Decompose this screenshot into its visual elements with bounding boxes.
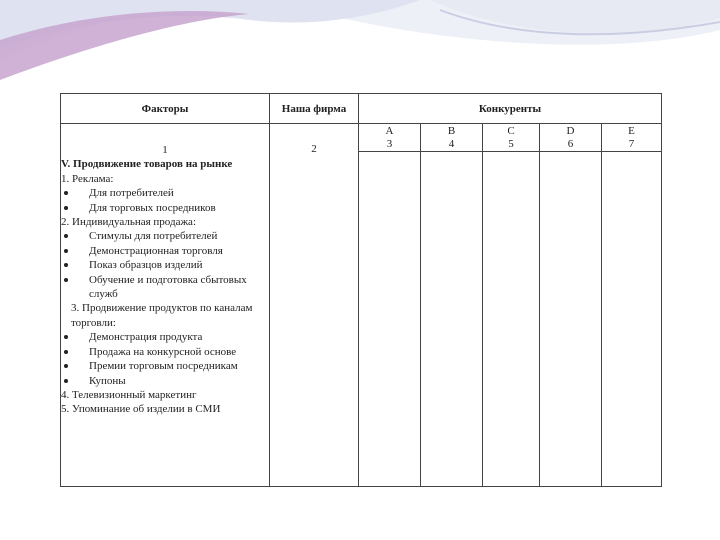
list-item: 1. Реклама:	[61, 172, 114, 185]
header-our-firm: Наша фирма	[270, 94, 359, 124]
list-item: Для торговых посредников	[61, 201, 269, 215]
competitor-c-cell	[483, 124, 540, 152]
header-factors: Факторы	[61, 94, 270, 124]
list-item: 2. Индивидуальная продажа:	[61, 216, 196, 229]
empty-cell	[540, 152, 602, 487]
list-item: Купоны	[61, 374, 269, 388]
factors-list-cell	[61, 124, 270, 487]
competitor-letter: E	[628, 125, 635, 137]
list-item: Показ образцов изделий	[61, 258, 269, 272]
competitor-number: 3	[386, 138, 393, 150]
competitor-letter: A	[385, 125, 394, 137]
list-item: 3. Продвижение продуктов по каналам торговли:	[71, 302, 253, 329]
list-item: Стимулы для потребителей	[61, 229, 269, 243]
competitor-letter: D	[566, 125, 575, 137]
competitor-e-cell	[602, 124, 662, 152]
competitor-number: 7	[628, 138, 635, 150]
competitor-a-cell	[359, 124, 421, 152]
empty-cell	[483, 152, 540, 487]
section-title: V. Продвижение товаров на рынке	[61, 158, 233, 171]
header-competitors: Конкуренты	[359, 94, 662, 124]
competitor-number: 4	[448, 138, 455, 150]
competitor-letter: C	[507, 125, 515, 137]
empty-cell	[602, 152, 662, 487]
list-item: Демонстрация продукта	[61, 330, 269, 344]
list-item: Демонстрационная торговля	[61, 244, 269, 258]
factors-table	[60, 93, 662, 487]
competitor-letter: B	[447, 125, 456, 137]
list-item: Обучение и подготовка сбытовых служб	[61, 273, 269, 302]
empty-cell	[421, 152, 483, 487]
column-number-1: 1	[162, 144, 168, 156]
column-number-2: 2	[270, 124, 359, 487]
list-item: Продажа на конкурсной основе	[61, 345, 269, 359]
list-item: 5. Упоминание об изделии в СМИ	[61, 403, 221, 416]
competitor-number: 5	[508, 138, 514, 150]
empty-cell	[359, 152, 421, 487]
list-item: Премии торговым посредникам	[61, 359, 269, 373]
decorative-header-band	[0, 0, 720, 90]
list-item: Для потребителей	[61, 186, 269, 200]
competitor-d-cell	[540, 124, 602, 152]
competitor-b-cell	[421, 124, 483, 152]
competitor-number: 6	[567, 138, 574, 150]
list-item: 4. Телевизионный маркетинг	[61, 388, 197, 401]
